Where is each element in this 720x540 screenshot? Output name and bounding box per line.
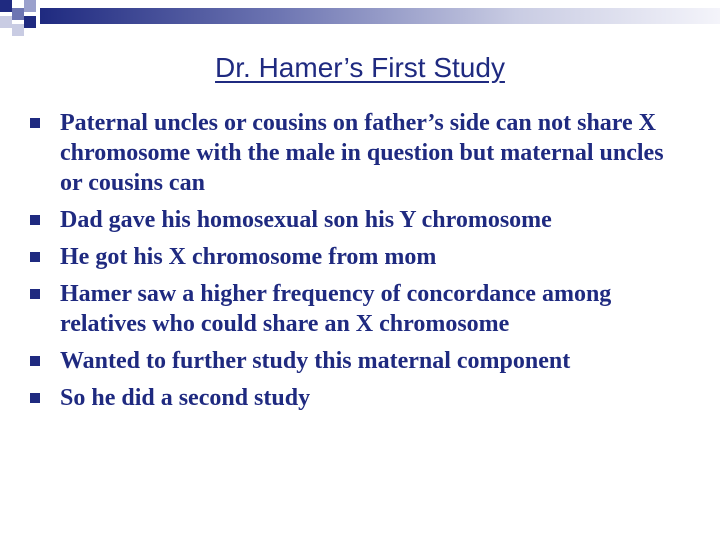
decor-square	[24, 16, 36, 28]
decor-square	[24, 0, 36, 12]
bullet-text: Dad gave his homosexual son his Y chromosome	[60, 207, 552, 233]
square-bullet-icon	[30, 118, 40, 128]
square-bullet-icon	[30, 393, 40, 403]
bullet-list	[28, 108, 688, 420]
bullet-item	[28, 108, 688, 198]
decorative-header	[0, 0, 720, 40]
decor-square	[0, 16, 12, 28]
header-gradient-band	[40, 8, 720, 24]
bullet-item	[28, 242, 688, 272]
decor-square	[12, 8, 24, 20]
square-bullet-icon	[30, 289, 40, 299]
bullet-text: Hamer saw a higher frequency of concordance among relatives who could share an X chromosome	[60, 281, 612, 337]
decor-square	[12, 24, 24, 36]
bullet-item	[28, 383, 688, 413]
square-bullet-icon	[30, 252, 40, 262]
bullet-text: Wanted to further study this maternal component	[60, 348, 571, 374]
square-bullet-icon	[30, 215, 40, 225]
bullet-item	[28, 279, 688, 339]
slide-title: Dr. Hamer’s First Study	[215, 52, 505, 83]
square-bullet-icon	[30, 356, 40, 366]
bullet-text: He got his X chromosome from mom	[60, 244, 437, 270]
bullet-item	[28, 205, 688, 235]
decor-square	[0, 0, 12, 12]
bullet-text: So he did a second study	[60, 385, 311, 411]
bullet-text: Paternal uncles or cousins on father’s side can not share X chromosome with the male in question but maternal uncles or cousins can	[60, 110, 664, 196]
bullet-item	[28, 346, 688, 376]
